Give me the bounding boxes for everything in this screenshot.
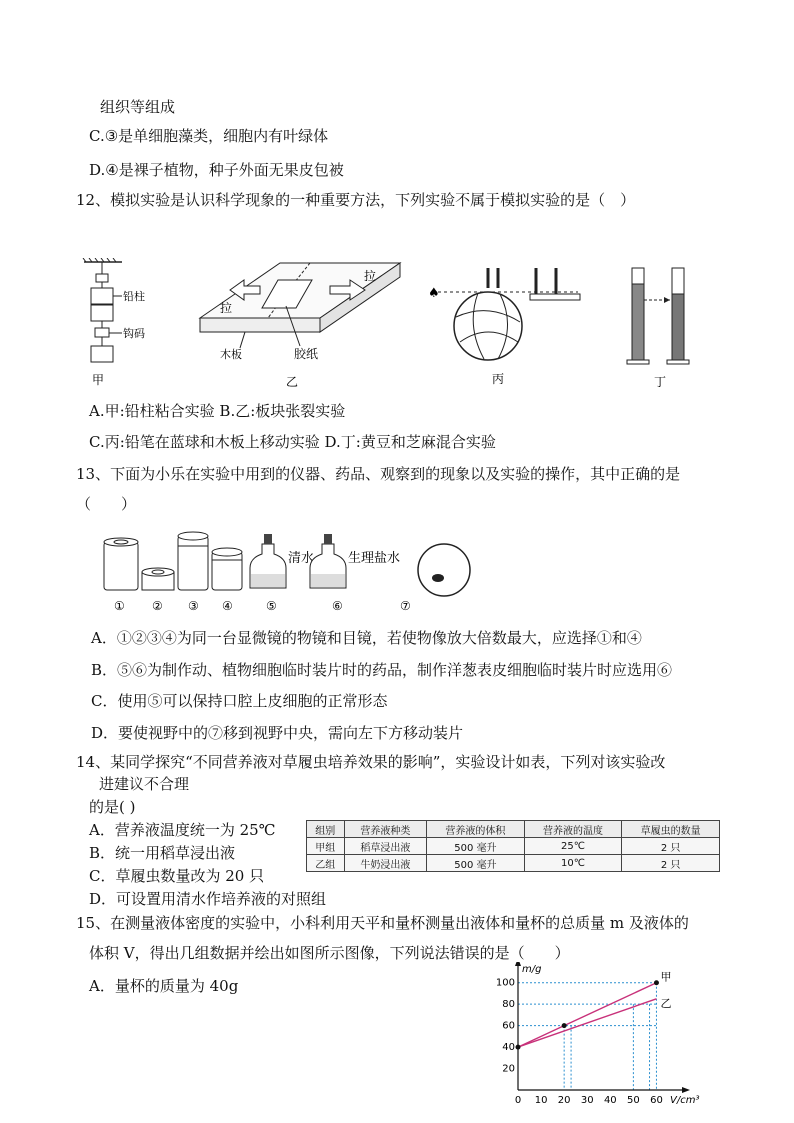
q11-option-c: C.③是单细胞藻类，细胞内有叶绿体 xyxy=(89,127,329,145)
q15-stem-line1: 15、在测量液体密度的实验中，小科利用天平和量杯测量出液体和量杯的总质量 m 及液体的 xyxy=(76,914,689,932)
jia-weight-label: 钩码 xyxy=(123,327,145,340)
data-point xyxy=(516,1045,521,1050)
q13-paren: （ ） xyxy=(76,495,137,513)
item-4: ④ xyxy=(222,599,233,613)
q12-figure-yi xyxy=(190,258,410,393)
item-6: ⑥ xyxy=(332,599,343,613)
y-tick-label: 40 xyxy=(502,1042,515,1054)
q15-stem-line2: 体积 V，得出几组数据并绘出如图所示图像，下列说法错误的是（ ） xyxy=(89,944,570,962)
q13-option-c: C．使用⑤可以保持口腔上皮细胞的正常形态 xyxy=(91,692,388,710)
ding-label: 丁 xyxy=(654,375,667,389)
series-line-yi xyxy=(518,999,656,1047)
q15-chart xyxy=(490,962,700,1110)
q11-option-d: D.④是裸子植物，种子外面无果皮包被 xyxy=(89,161,344,179)
table-header: 组别 xyxy=(307,821,345,838)
table-cell: 乙组 xyxy=(307,855,345,872)
item-7: ⑦ xyxy=(400,599,411,613)
series-label-jia: 甲 xyxy=(660,970,672,984)
q14-stem-line2: 进建议不合理 xyxy=(99,775,190,793)
q13-stem: 13、下面为小乐在实验中用到的仪器、药品、观察到的现象以及实验的操作，其中正确的是 xyxy=(76,465,681,483)
item-1: ① xyxy=(114,599,125,613)
data-point xyxy=(654,980,659,985)
table-header: 草履虫的数量 xyxy=(622,821,720,838)
q13-figure xyxy=(100,526,480,618)
item-3: ③ xyxy=(188,599,199,613)
bing-label: 丙 xyxy=(492,372,505,386)
q15-option-a: A．量杯的质量为 40g xyxy=(89,977,239,995)
table-cell: 甲组 xyxy=(307,838,345,855)
table-cell: 10℃ xyxy=(524,855,622,872)
x-tick-label: 0 xyxy=(514,1095,522,1106)
q12-figure-ding xyxy=(622,264,702,389)
table-header: 营养液的体积 xyxy=(427,821,525,838)
table-header: 营养液种类 xyxy=(344,821,427,838)
table-cell: 2 只 xyxy=(622,855,720,872)
y-tick-label: 20 xyxy=(502,1063,515,1075)
water-label: 清水 xyxy=(288,551,315,566)
table-cell: 牛奶浸出液 xyxy=(344,855,427,872)
q14-option-b: B．统一用稻草浸出液 xyxy=(89,844,236,862)
saline-label: 生理盐水 xyxy=(348,551,401,566)
x-tick-label: 30 xyxy=(580,1095,594,1106)
q13-option-b: B．⑤⑥为制作动、植物细胞临时装片时的药品，制作洋葱表皮细胞临时装片时应选用⑥ xyxy=(91,661,673,679)
table-cell: 25℃ xyxy=(524,838,622,855)
table-row xyxy=(307,838,720,855)
svg-text:♠: ♠ xyxy=(428,286,440,301)
q12-options-ab: A.甲:铅柱粘合实验 B.乙:板块张裂实验 xyxy=(89,402,346,420)
series-line-jia xyxy=(518,983,656,1047)
q14-option-a: A．营养液温度统一为 25℃ xyxy=(89,821,276,839)
table-cell: 500 毫升 xyxy=(427,855,525,872)
yi-pull-right: 拉 xyxy=(364,269,377,283)
item-2: ② xyxy=(152,599,163,613)
table-header: 营养液的温度 xyxy=(524,821,622,838)
y-axis-label: m/g xyxy=(522,964,542,975)
yi-pull-left: 拉 xyxy=(220,301,233,315)
q11-continuation: 组织等组成 xyxy=(100,98,176,116)
q12-options-cd: C.丙:铅笔在蓝球和木板上移动实验 D.丁:黄豆和芝麻混合实验 xyxy=(89,433,496,451)
table-cell: 稻草浸出液 xyxy=(344,838,427,855)
table-cell: 2 只 xyxy=(622,838,720,855)
yi-label: 乙 xyxy=(286,375,299,389)
y-axis-arrow xyxy=(515,962,521,966)
q14-stem-line3: 的是( ) xyxy=(89,798,136,816)
data-point xyxy=(562,1023,567,1028)
q12-figure-bing xyxy=(428,262,588,387)
q12-stem: 12、模拟实验是认识科学现象的一种重要方法，下列实验不属于模拟实验的是（ ） xyxy=(76,191,636,209)
y-tick-label: 60 xyxy=(502,1020,515,1032)
y-tick-label: 80 xyxy=(502,999,515,1011)
q14-option-c: C．草履虫数量改为 20 只 xyxy=(89,867,265,885)
yi-tape-label: 胶纸 xyxy=(294,347,319,361)
table-header-row xyxy=(307,821,720,838)
x-tick-label: 20 xyxy=(557,1095,571,1106)
q13-option-d: D．要使视野中的⑦移到视野中央，需向左下方移动装片 xyxy=(91,724,464,742)
q14-stem-line1: 14、某同学探究“不同营养液对草履虫培养效果的影响”，实验设计如表，下列对该实验改 xyxy=(76,753,666,771)
jia-pencil-label: 铅柱 xyxy=(123,290,145,303)
x-tick-label: 40 xyxy=(603,1095,617,1106)
yi-board-label: 木板 xyxy=(220,348,242,361)
x-tick-label: 60 xyxy=(650,1095,663,1106)
q14-option-d: D．可设置用清水作培养液的对照组 xyxy=(89,890,327,908)
q13-option-a: A．①②③④为同一台显微镜的物镜和目镜，若使物像放大倍数最大，应选择①和④ xyxy=(91,629,642,647)
q12-figure-jia xyxy=(82,258,162,388)
y-tick-label: 100 xyxy=(495,977,515,989)
item-5: ⑤ xyxy=(266,599,277,613)
x-axis-arrow xyxy=(682,1087,690,1093)
x-axis-label: V/cm³ xyxy=(670,1095,700,1106)
x-tick-label: 50 xyxy=(627,1095,640,1106)
table-row xyxy=(307,855,720,872)
q14-table xyxy=(306,820,720,872)
table-cell: 500 毫升 xyxy=(427,838,525,855)
series-label-yi: 乙 xyxy=(660,996,672,1010)
x-tick-label: 10 xyxy=(534,1095,548,1106)
jia-label: 甲 xyxy=(92,373,105,387)
